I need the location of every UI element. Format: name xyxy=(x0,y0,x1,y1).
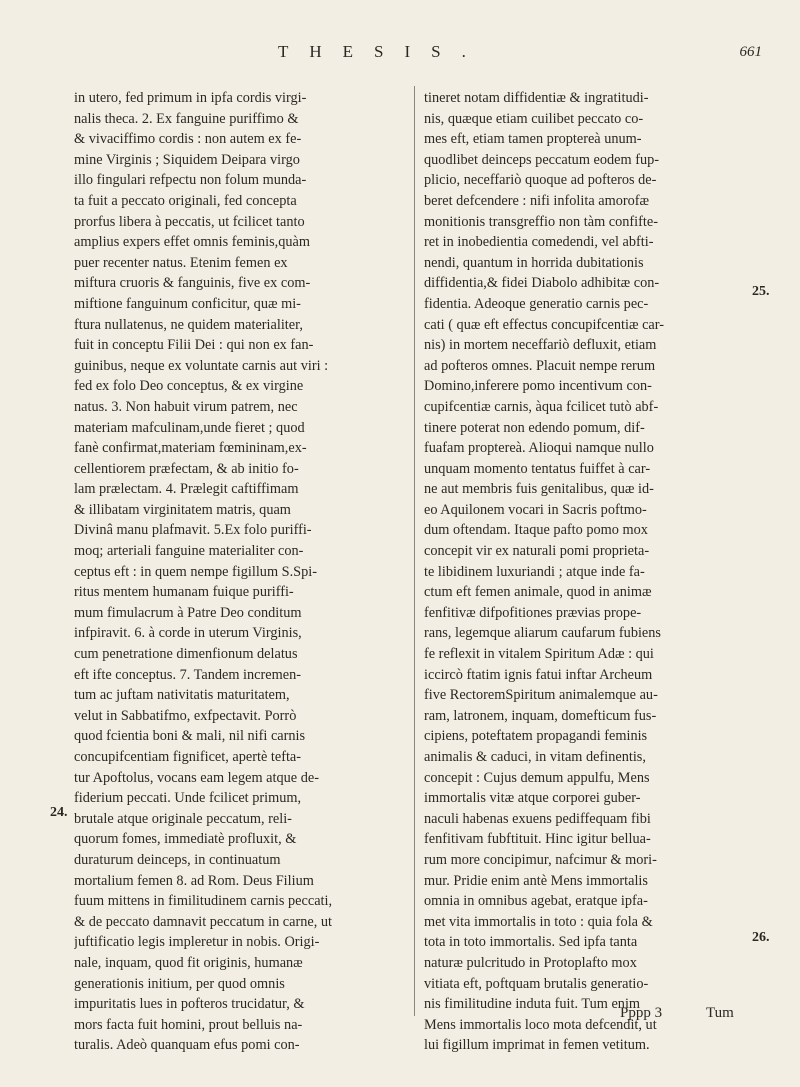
text-line: lui figillum imprimat in femen vetitum. xyxy=(424,1037,650,1054)
text-line: plicio, neceffariò quoque ad pofteros de- xyxy=(424,172,657,189)
text-line: five RectoremSpiritum animalemque au- xyxy=(424,687,658,704)
text-line: guinibus, neque ex voluntate carnis aut viri : xyxy=(74,357,329,374)
text-line: tinere poterat non edendo pomum, dif- xyxy=(424,419,645,436)
text-line: juftificatio legis impleretur in nobis. Origi- xyxy=(74,934,320,951)
text-line: ram, latronem, inquam, domefticum fus- xyxy=(424,707,657,724)
text-line: ftura nullatenus, ne quidem materialiter, xyxy=(74,316,303,333)
text-line: miftione fanguinum conficitur, quæ mi- xyxy=(74,295,301,312)
catchword: Tum xyxy=(706,1005,734,1021)
text-line: infpiravit. 6. à corde in uterum Virginis, xyxy=(74,625,302,642)
text-line: fuum mittens in fimilitudinem carnis peccati, xyxy=(74,893,333,910)
text-line: eft ifte conceptus. 7. Tandem incremen- xyxy=(74,666,301,683)
text-line: Domino,inferere pomo incentivum con- xyxy=(424,378,652,395)
text-line: mes eft, etiam tamen proptereà unum- xyxy=(424,131,642,148)
text-line: mors facta fuit homini, prout belluis na- xyxy=(74,1016,303,1033)
text-line: mum fimulacrum à Patre Deo conditum xyxy=(74,604,302,621)
text-line: monitionis transgreffio non tàm confifte- xyxy=(424,213,658,230)
text-line: ritus mentem humanam fuique puriffi- xyxy=(74,584,294,601)
text-line: ret in inobedientia comedendi, vel abfti- xyxy=(424,234,654,251)
text-line: fanè confirmat,materiam fœmininam,ex- xyxy=(74,440,307,457)
text-line: illo fingulari refpectu non folum munda- xyxy=(74,172,307,189)
margin-note-24: 24. xyxy=(50,805,68,820)
text-line: immortalis vitæ atque corporei guber- xyxy=(424,790,641,807)
text-line: fiderium peccati. Unde fcilicet primum, xyxy=(74,790,302,807)
text-line: vitiata eft, poftquam brutalis generatio- xyxy=(424,975,649,992)
text-line: beret defcendere : nifi infolita amorofæ xyxy=(424,192,650,209)
text-line: rum more concipimur, nafcimur & mori- xyxy=(424,851,657,868)
text-line: amplius expers effet omnis feminis,quàm xyxy=(74,234,310,251)
text-line: nale, inquam, quod fit originis, humanæ xyxy=(74,954,303,971)
text-line: duraturum deinceps, in continuatum xyxy=(74,851,281,868)
left-column xyxy=(74,88,410,1056)
text-line: fe reflexit in vitalem Spiritum Adæ : qui xyxy=(424,646,654,663)
text-line: unquam momento tentatus fuiffet à car- xyxy=(424,460,651,477)
text-line: materiam mafculinam,unde fieret ; quod xyxy=(74,419,305,436)
page-number: 661 xyxy=(739,44,762,60)
text-line: nis) in mortem neceffariò defluxit, etiam xyxy=(424,337,657,354)
text-line: nis, quæque etiam cuilibet peccato co- xyxy=(424,110,644,127)
text-line: ne aut membris fuis genitalibus, quæ id- xyxy=(424,481,654,498)
text-line: in utero, fed primum in ipfa cordis virgi- xyxy=(74,90,307,106)
text-line: ceptus eft : in quem nempe figillum S.Spi- xyxy=(74,563,318,580)
text-line: mur. Pridie enim antè Mens immortalis xyxy=(424,872,648,889)
text-line: impuritatis lues in pofteros trucidatur, & xyxy=(74,996,305,1013)
margin-note-26: 26. xyxy=(752,930,770,945)
text-line: naturæ pulcritudo in Protoplafto mox xyxy=(424,954,637,971)
text-line: mortalium femen 8. ad Rom. Deus Filium xyxy=(74,872,314,889)
text-line: fed ex folo Deo conceptus, & ex virgine xyxy=(74,378,304,395)
margin-note-25: 25. xyxy=(752,284,770,299)
text-line: natus. 3. Non habuit virum patrem, nec xyxy=(74,398,298,415)
text-line: lam prælectam. 4. Prælegit caftiffimam xyxy=(74,481,299,498)
text-line: tota in toto immortalis. Sed ipfa tanta xyxy=(424,934,638,951)
text-line: cupifcentiæ carnis, àqua fcilicet tutò abf- xyxy=(424,398,659,415)
text-line: fidentia. Adeoque generatio carnis pec- xyxy=(424,295,649,312)
text-line: cum penetratione dimenfionum delatus xyxy=(74,646,298,663)
text-line: omnia in omnibus agebat, eratque ipfa- xyxy=(424,893,648,910)
text-line: ad pofteros omnes. Placuit nempe rerum xyxy=(424,357,656,374)
text-line: nalis theca. 2. Ex fanguine puriffimo & xyxy=(74,110,299,127)
text-line: cipiens, poteftatem propagandi feminis xyxy=(424,728,648,745)
text-line: animalis & caduci, in vitam definentis, xyxy=(424,749,646,765)
text-line: & vivaciffimo cordis : non autem ex fe- xyxy=(74,131,302,148)
text-line: prorfus libera à peccatis, ut fcilicet tanto xyxy=(74,213,305,230)
text-line: velut in Sabbatifmo, exfpectavit. Porrò xyxy=(74,707,297,724)
text-line: concepit vir ex naturali pomi proprieta- xyxy=(424,543,650,560)
text-line: quod fcientia boni & mali, nil nifi carnis xyxy=(74,728,306,745)
text-line: moq; arteriali fanguine materialiter con- xyxy=(74,543,304,560)
text-line: nendi, quantum in horrida dubitationis xyxy=(424,254,644,271)
text-line: quodlibet deinceps peccatum eodem fup- xyxy=(424,151,660,168)
text-line: iccircò ftatim ignis fatui inftar Archeum xyxy=(424,666,653,683)
text-line: puer recenter natus. Etenim femen ex xyxy=(74,254,288,271)
text-line: fuafam proptereà. Alioqui namque nullo xyxy=(424,440,654,457)
text-line: tur Apoftolus, vocans eam legem atque de- xyxy=(74,769,319,786)
text-line: fenfitivam fubftituit. Hinc igitur bellua- xyxy=(424,831,651,848)
text-line: & illibatam virginitatem matris, quam xyxy=(74,501,291,518)
right-column xyxy=(424,88,744,1056)
text-line: & de peccato damnavit peccatum in carne, ut xyxy=(74,913,333,930)
text-line: eo Aquilonem vocari in Sacris poftmo- xyxy=(424,501,647,518)
text-line: quorum fomes, immediatè profluxit, & xyxy=(74,831,297,848)
text-line: Mens immortalis loco mota defcendit, ut xyxy=(424,1016,657,1033)
text-line: concepit : Cujus demum appulfu, Mens xyxy=(424,769,650,786)
text-line: met vita immortalis in toto : quia fola & xyxy=(424,913,653,930)
text-line: dum oftendam. Itaque pafto pomo mox xyxy=(424,522,648,539)
text-line: miftura cruoris & fanguinis, five ex com- xyxy=(74,275,311,292)
text-line: ta fuit a peccato originali, fed concepta xyxy=(74,192,297,209)
text-line: turalis. Adeò quanquam efus pomi con- xyxy=(74,1037,300,1054)
text-line: tum ac juftam nativitatis maturitatem, xyxy=(74,687,290,704)
signature-mark: Pppp 3 xyxy=(620,1005,663,1021)
text-line: Divinâ manu plafmavit. 5.Ex folo puriffi- xyxy=(74,522,312,539)
column-divider xyxy=(414,86,415,1016)
text-line: cellentiorem præfectam, & ab initio fo- xyxy=(74,460,299,477)
text-line: generationis initium, per quod omnis xyxy=(74,975,285,992)
text-line: diffidentia,& fidei Diabolo adhibitæ con- xyxy=(424,275,660,292)
page-footer xyxy=(424,1005,754,1027)
text-line: rans, legemque aliarum caufarum fubiens xyxy=(424,625,661,642)
text-line: nis fimilitudine induta fuit. Tum enim xyxy=(424,996,641,1013)
text-line: concupifcentiam fignificet, apertè tefta- xyxy=(74,749,302,765)
text-line: fenfitivæ difpofitiones prævias prope- xyxy=(424,604,642,621)
text-line: brutale atque originale peccatum, reli- xyxy=(74,810,292,827)
text-line: te libidinem luxuriandi ; atque inde fa- xyxy=(424,563,645,580)
running-head xyxy=(0,42,800,72)
text-line: naculi habenas exuens pediffequam fibi xyxy=(424,810,651,827)
text-line: cati ( quæ eft effectus concupifcentiæ car- xyxy=(424,316,665,333)
running-head-title: THESIS. xyxy=(278,42,487,61)
text-line: ctum eft femen animale, quod in animæ xyxy=(424,584,652,601)
text-line: mine Virginis ; Siquidem Deipara virgo xyxy=(74,151,300,168)
text-line: tineret notam diffidentiæ & ingratitudi- xyxy=(424,90,649,106)
text-line: fuit in conceptu Filii Dei : qui non ex fan- xyxy=(74,337,314,354)
